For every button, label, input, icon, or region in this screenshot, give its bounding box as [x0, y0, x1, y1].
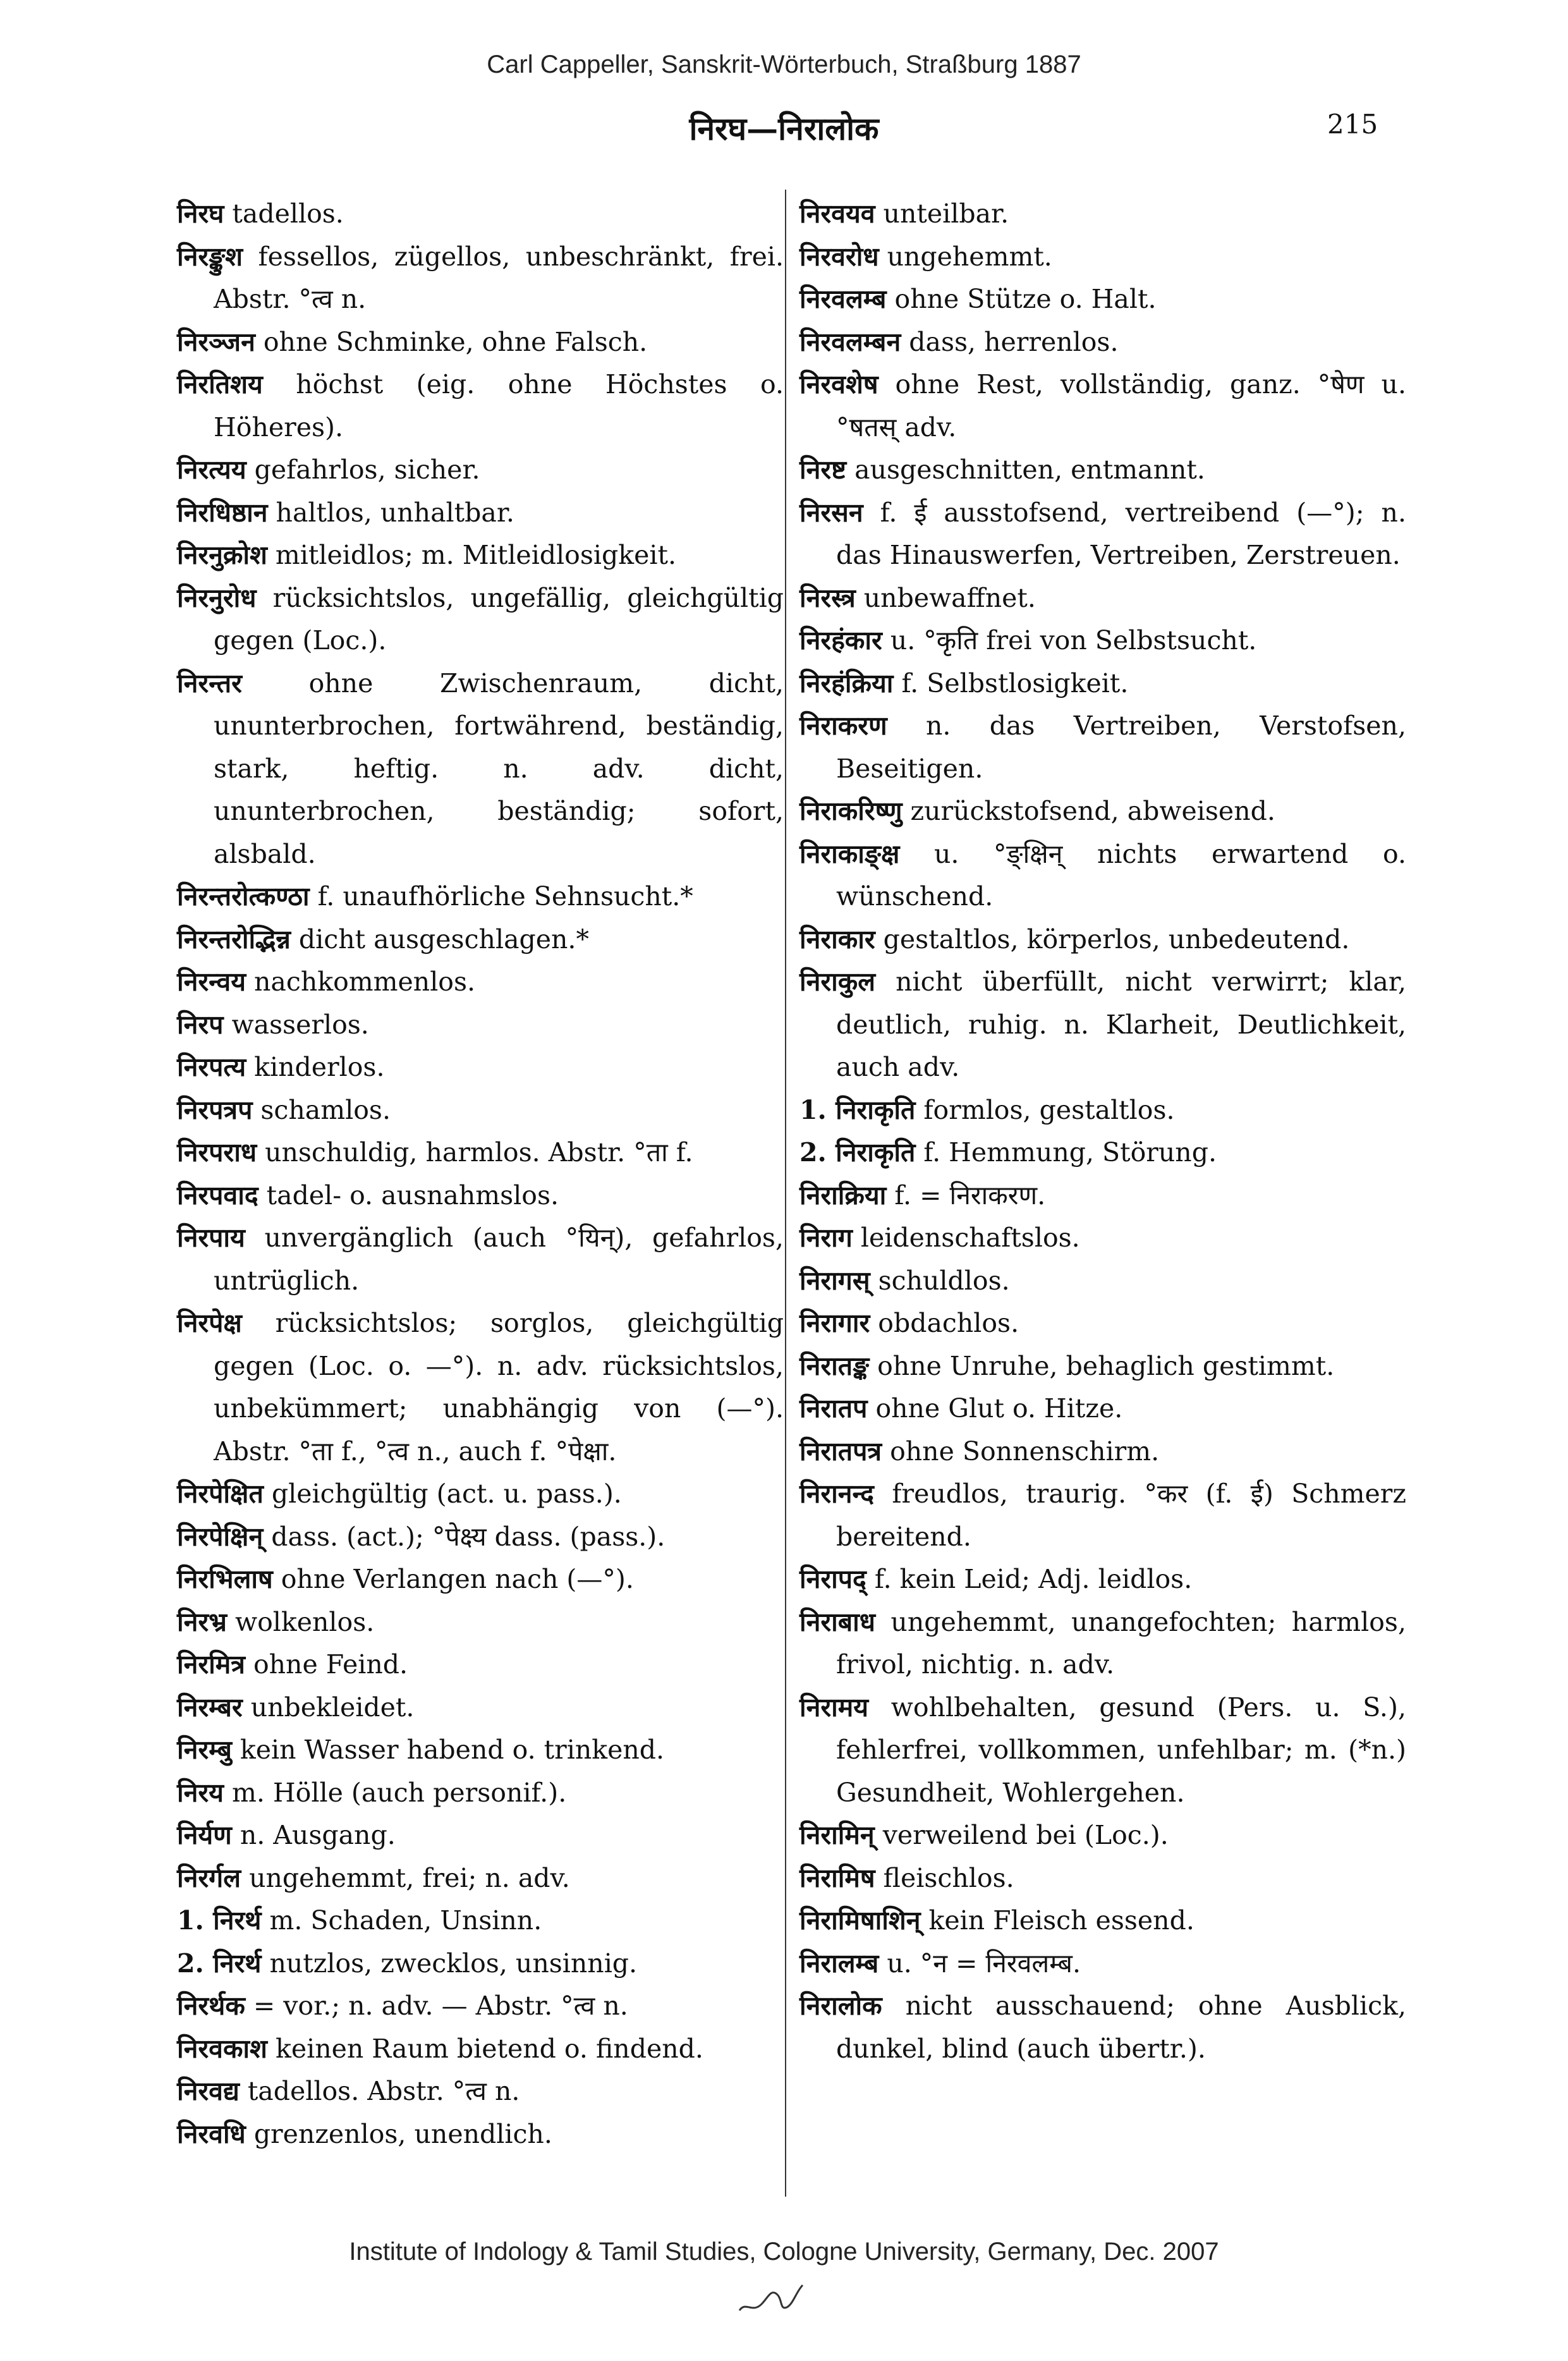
entry-headword: निरपराध	[177, 1137, 257, 1168]
dictionary-entry	[799, 1217, 1406, 1260]
entry-definition: tadellos. Abstr. °त्व n.	[239, 2076, 520, 2106]
entry-headword: निरहंक्रिया	[799, 668, 894, 699]
dictionary-entry	[799, 961, 1406, 1089]
entry-definition: = vor.; n. adv. — Abstr. °त्व n.	[245, 1991, 628, 2021]
entry-headword: निरधिष्ठान	[177, 497, 268, 528]
dictionary-entry	[799, 662, 1406, 705]
dictionary-entry	[177, 662, 784, 876]
dictionary-entry	[177, 321, 784, 364]
column-divider	[785, 190, 786, 2197]
entry-definition: rücksichtslos, ungefällig, gleichgültig gegen (Loc.).	[214, 582, 784, 656]
entry-headword: निरातपत्र	[799, 1436, 882, 1467]
dictionary-entry	[799, 1431, 1406, 1473]
entry-definition: unbewaffnet.	[855, 582, 1036, 613]
entry-headword: निर्यण	[177, 1820, 232, 1850]
entry-headword: निरर्गल	[177, 1862, 241, 1893]
dictionary-entry	[177, 1558, 784, 1601]
entry-definition: wolkenlos.	[226, 1606, 375, 1637]
entry-definition: dicht ausgeschlagen.*	[290, 924, 589, 955]
dictionary-entry	[799, 321, 1406, 364]
entry-definition: f. Hemmung, Störung.	[915, 1137, 1217, 1168]
entry-headword: निरन्तर	[177, 668, 242, 699]
entry-definition: unvergänglich (auch °यिन्), gefahrlos, untrüglich.	[214, 1223, 784, 1296]
dictionary-entry	[799, 1857, 1406, 1900]
dictionary-entry	[177, 2070, 784, 2113]
entry-headword: निरानन्द	[799, 1479, 874, 1509]
entry-headword: निरभ्र	[177, 1606, 227, 1637]
entry-definition: verweilend bei (Loc.).	[874, 1820, 1169, 1850]
entry-headword: निरवलम्बन	[799, 326, 901, 357]
entry-definition: ohne Verlangen nach (—°).	[272, 1564, 634, 1594]
entry-headword: निरपाय	[177, 1223, 245, 1253]
entry-headword: 1. निरर्थ	[177, 1905, 262, 1936]
entry-headword: निराकाङ्क्ष	[799, 838, 900, 869]
entry-headword: निरामिन्	[799, 1820, 875, 1850]
entry-headword: निरहंकार	[799, 625, 882, 656]
entry-definition: gestaltlos, körperlos, unbedeutend.	[875, 924, 1350, 955]
entry-definition: ungehemmt, unangefochten; harmlos, frivol, nichtig. n. adv.	[836, 1606, 1406, 1680]
entry-definition: n. Ausgang.	[231, 1820, 396, 1850]
source-line: Carl Cappeller, Sanskrit-Wörterbuch, Straßburg 1887	[487, 51, 1081, 78]
entry-definition: ohne Feind.	[245, 1649, 408, 1680]
entry-definition: unteilbar.	[875, 198, 1009, 229]
entry-headword: निराकार	[799, 924, 875, 955]
entry-definition: f. kein Leid; Adj. leidlos.	[866, 1564, 1193, 1594]
entry-definition: m. Schaden, Unsinn.	[261, 1905, 542, 1936]
entry-headword: निरम्बु	[177, 1735, 232, 1765]
entry-headword: निरत्यय	[177, 455, 246, 485]
running-head: निरघ—निरालोक	[689, 110, 879, 147]
dictionary-entry	[799, 193, 1406, 236]
dictionary-entry	[799, 1558, 1406, 1601]
dictionary-entry	[799, 1260, 1406, 1303]
left-column	[177, 193, 784, 2156]
entry-headword: निरतिशय	[177, 369, 263, 400]
entry-definition: nutzlos, zwecklos, unsinnig.	[261, 1948, 638, 1979]
entry-headword: निरङ्कुश	[177, 241, 243, 272]
entry-definition: n. das Vertreiben, Verstofsen, Beseitigen.	[836, 711, 1406, 784]
entry-definition: fessellos, zügellos, unbeschränkt, frei. Abstr. °त्व n.	[214, 241, 784, 314]
entry-headword: निरवयव	[799, 198, 875, 229]
entry-headword: निरर्थक	[177, 1991, 245, 2021]
entry-headword: निरपेक्षित	[177, 1479, 264, 1509]
dictionary-entry	[177, 1601, 784, 1644]
entry-definition: gefahrlos, sicher.	[246, 455, 480, 485]
entry-definition: nachkommenlos.	[245, 967, 476, 997]
dictionary-entry	[177, 193, 784, 236]
entry-definition: fleischlos.	[875, 1862, 1014, 1893]
entry-definition: zurückstofsend, abweisend.	[902, 796, 1275, 826]
dictionary-entry	[177, 1302, 784, 1473]
entry-headword: निरनुक्रोश	[177, 540, 267, 570]
dictionary-entry	[177, 1644, 784, 1687]
entry-definition: u. °कृति frei von Selbstsucht.	[882, 625, 1257, 656]
entry-headword: निरालोक	[799, 1991, 882, 2021]
dictionary-entry	[799, 1601, 1406, 1687]
entry-definition: ohne Sonnenschirm.	[882, 1436, 1160, 1467]
entry-definition: kinderlos.	[246, 1052, 385, 1082]
entry-definition: gleichgültig (act. u. pass.).	[263, 1479, 622, 1509]
entry-definition: ohne Zwischenraum, dicht, ununterbrochen, fortwährend, beständig, stark, heftig. n. adv. dicht, ununterbrochen, beständig; sofort, alsbald.	[214, 668, 784, 869]
dictionary-entry	[799, 1473, 1406, 1558]
entry-definition: obdachlos.	[870, 1308, 1019, 1338]
entry-headword: निरष्ट	[799, 455, 847, 485]
page-number: 215	[1327, 109, 1378, 140]
entry-headword: निरापद्	[799, 1564, 866, 1594]
entry-headword: निरपवाद	[177, 1180, 258, 1211]
entry-headword: निरन्तरोद्भिन्न	[177, 924, 291, 955]
dictionary-entry	[177, 875, 784, 918]
entry-definition: m. Hölle (auch personif.).	[223, 1777, 567, 1808]
dictionary-entry	[799, 577, 1406, 620]
dictionary-entry	[177, 1473, 784, 1516]
dictionary-entry	[177, 1814, 784, 1857]
entry-headword: 2. निरर्थ	[177, 1948, 262, 1979]
dictionary-entry	[177, 1132, 784, 1174]
entry-headword: निरवधि	[177, 2118, 246, 2149]
entry-headword: निरसन	[799, 497, 863, 528]
dictionary-entry	[177, 1174, 784, 1217]
entry-definition: ohne Stütze o. Halt.	[886, 284, 1157, 314]
dictionary-entry	[799, 1814, 1406, 1857]
dictionary-entry	[177, 1857, 784, 1900]
entry-definition: u. °ङ्क्षिन् nichts erwartend o. wünschend.	[836, 838, 1406, 912]
entry-definition: dass, herrenlos.	[901, 326, 1119, 357]
dictionary-entry	[177, 2113, 784, 2156]
dictionary-entry	[799, 449, 1406, 492]
entry-headword: 1. निराकृति	[799, 1094, 916, 1125]
dictionary-entry	[177, 1900, 784, 1943]
entry-headword: निरय	[177, 1777, 224, 1808]
entry-headword: निरवशेष	[799, 369, 878, 400]
entry-headword: निरवद्य	[177, 2076, 240, 2106]
entry-definition: keinen Raum bietend o. findend.	[267, 2033, 703, 2064]
dictionary-entry	[799, 1345, 1406, 1388]
dictionary-entry	[799, 1302, 1406, 1345]
entry-headword: निरञ्जन	[177, 326, 255, 357]
entry-headword: निरालम्ब	[799, 1948, 879, 1979]
entry-headword: निरामय	[799, 1692, 869, 1723]
dictionary-entry	[177, 1004, 784, 1047]
entry-headword: निरस्त्र	[799, 582, 856, 613]
dictionary-entry	[799, 278, 1406, 321]
entry-definition: schuldlos.	[870, 1265, 1010, 1296]
entry-definition: u. °न = निरवलम्ब.	[878, 1948, 1081, 1979]
entry-definition: höchst (eig. ohne Höchstes o. Höheres).	[214, 369, 784, 442]
dictionary-entry	[177, 1985, 784, 2028]
entry-definition: tadellos.	[224, 198, 344, 229]
entry-headword: 2. निराकृति	[799, 1137, 916, 1168]
dictionary-entry	[799, 1687, 1406, 1815]
dictionary-entry	[799, 619, 1406, 662]
entry-headword: निराकरिष्णु	[799, 796, 903, 826]
entry-headword: निरपेक्ष	[177, 1308, 242, 1338]
dictionary-entry	[177, 492, 784, 535]
entry-headword: निरामिष	[799, 1862, 875, 1893]
entry-definition: kein Fleisch essend.	[920, 1905, 1194, 1936]
entry-headword: निराक्रिया	[799, 1180, 887, 1211]
dictionary-entry	[799, 1943, 1406, 1986]
entry-headword: निरपेक्षिन्	[177, 1521, 264, 1552]
entry-headword: निरमित्र	[177, 1649, 245, 1680]
entry-definition: unschuldig, harmlos. Abstr. °ता f.	[257, 1137, 693, 1168]
dictionary-entry	[799, 492, 1406, 577]
dictionary-entry	[177, 1217, 784, 1302]
dictionary-entry	[799, 1388, 1406, 1431]
entry-definition: kein Wasser habend o. trinkend.	[231, 1735, 665, 1765]
entry-definition: wasserlos.	[223, 1009, 369, 1040]
entry-definition: schamlos.	[252, 1094, 391, 1125]
entry-definition: wohlbehalten, gesund (Pers. u. S.), fehlerfrei, vollkommen, unfehlbar; m. (*n.) Gesundheit, Wohlergehen.	[836, 1692, 1406, 1808]
dictionary-entry	[799, 790, 1406, 833]
dictionary-entry	[799, 1132, 1406, 1174]
entry-headword: निरघ	[177, 198, 224, 229]
entry-definition: grenzenlos, unendlich.	[245, 2118, 552, 2149]
dictionary-entry	[799, 1985, 1406, 2070]
entry-headword: निरातप	[799, 1393, 868, 1424]
dictionary-entry	[177, 449, 784, 492]
entry-headword: निरम्बर	[177, 1692, 243, 1723]
entry-definition: f. = निराकरण.	[886, 1180, 1046, 1211]
entry-headword: निरप	[177, 1009, 224, 1040]
dictionary-entry	[177, 961, 784, 1004]
dictionary-entry	[799, 918, 1406, 961]
dictionary-entry	[177, 1687, 784, 1730]
dictionary-entry	[799, 1089, 1406, 1132]
entry-headword: निरन्वय	[177, 967, 246, 997]
dictionary-entry	[799, 1174, 1406, 1217]
entry-definition: ohne Glut o. Hitze.	[867, 1393, 1123, 1424]
dictionary-entry	[177, 1046, 784, 1089]
entry-definition: mitleidlos; m. Mitleidlosigkeit.	[267, 540, 676, 570]
signature-mark	[733, 2276, 822, 2320]
dictionary-entry	[177, 577, 784, 662]
entry-definition: dass. (act.); °पेक्ष्य dass. (pass.).	[263, 1521, 665, 1552]
entry-definition: formlos, gestaltlos.	[915, 1094, 1175, 1125]
dictionary-entry	[799, 363, 1406, 449]
entry-definition: ohne Unruhe, behaglich gestimmt.	[869, 1350, 1335, 1381]
entry-headword: निरवलम्ब	[799, 284, 887, 314]
dictionary-entry	[177, 918, 784, 961]
entry-definition: haltlos, unhaltbar.	[267, 497, 514, 528]
entry-definition: nicht überfüllt, nicht verwirrt; klar, deutlich, ruhig. n. Klarheit, Deutlichkeit, auch adv.	[836, 967, 1406, 1082]
entry-headword: निराकरण	[799, 711, 887, 741]
right-column	[799, 193, 1406, 2070]
entry-headword: निरन्तरोत्कण्ठा	[177, 881, 310, 912]
entry-definition: freudlos, traurig. °कर (f. ई) Schmerz bereitend.	[836, 1479, 1406, 1552]
entry-definition: ausgeschnitten, entmannt.	[846, 455, 1205, 485]
entry-definition: rücksichtslos; sorglos, gleichgültig gegen (Loc. o. —°). n. adv. rücksichtslos, unbekümmert; unabhängig von (—°). Abstr. °ता f., °त्व n., auch f. °पेक्षा.	[214, 1308, 784, 1467]
entry-definition: ohne Schminke, ohne Falsch.	[255, 326, 648, 357]
entry-headword: निराबाध	[799, 1606, 876, 1637]
footer-credit: Institute of Indology & Tamil Studies, Cologne University, Germany, Dec. 2007	[349, 2238, 1219, 2266]
entry-headword: निराकुल	[799, 967, 876, 997]
entry-definition: f. unaufhörliche Sehnsucht.*	[309, 881, 693, 912]
entry-headword: निरभिलाष	[177, 1564, 273, 1594]
dictionary-entry	[177, 2028, 784, 2071]
dictionary-entry	[799, 705, 1406, 790]
entry-headword: निरवकाश	[177, 2033, 267, 2064]
entry-headword: निरामिषाशिन्	[799, 1905, 921, 1936]
entry-definition: leidenschaftslos.	[852, 1223, 1080, 1253]
dictionary-entry	[177, 1516, 784, 1559]
dictionary-entry	[799, 236, 1406, 279]
entry-definition: ohne Rest, vollständig, ganz. °षेण u. °षतस् adv.	[836, 369, 1406, 442]
entry-headword: निरागार	[799, 1308, 870, 1338]
entry-headword: निराग	[799, 1223, 853, 1253]
entry-headword: निरपत्य	[177, 1052, 246, 1082]
dictionary-entry	[177, 363, 784, 449]
entry-headword: निरातङ्क	[799, 1350, 870, 1381]
entry-definition: f. Selbstlosigkeit.	[893, 668, 1129, 699]
entry-headword: निरनुरोध	[177, 582, 257, 613]
dictionary-entry	[177, 1943, 784, 1986]
dictionary-entry	[177, 1089, 784, 1132]
entry-headword: निरवरोध	[799, 241, 879, 272]
entry-headword: निरागस्	[799, 1265, 870, 1296]
entry-definition: nicht ausschauend; ohne Ausblick, dunkel, blind (auch übertr.).	[836, 1991, 1406, 2064]
dictionary-entry	[799, 833, 1406, 918]
entry-headword: निरपत्रप	[177, 1094, 253, 1125]
dictionary-entry	[799, 1900, 1406, 1943]
entry-definition: f. ई ausstofsend, vertreibend (—°); n. das Hinauswerfen, Vertreiben, Zerstreuen.	[836, 497, 1406, 570]
entry-definition: unbekleidet.	[242, 1692, 415, 1723]
entry-definition: ungehemmt.	[878, 241, 1052, 272]
entry-definition: ungehemmt, frei; n. adv.	[241, 1862, 570, 1893]
dictionary-entry	[177, 1772, 784, 1815]
dictionary-entry	[177, 534, 784, 577]
entry-definition: tadel- o. ausnahmslos.	[258, 1180, 559, 1211]
dictionary-entry	[177, 236, 784, 321]
dictionary-entry	[177, 1729, 784, 1772]
